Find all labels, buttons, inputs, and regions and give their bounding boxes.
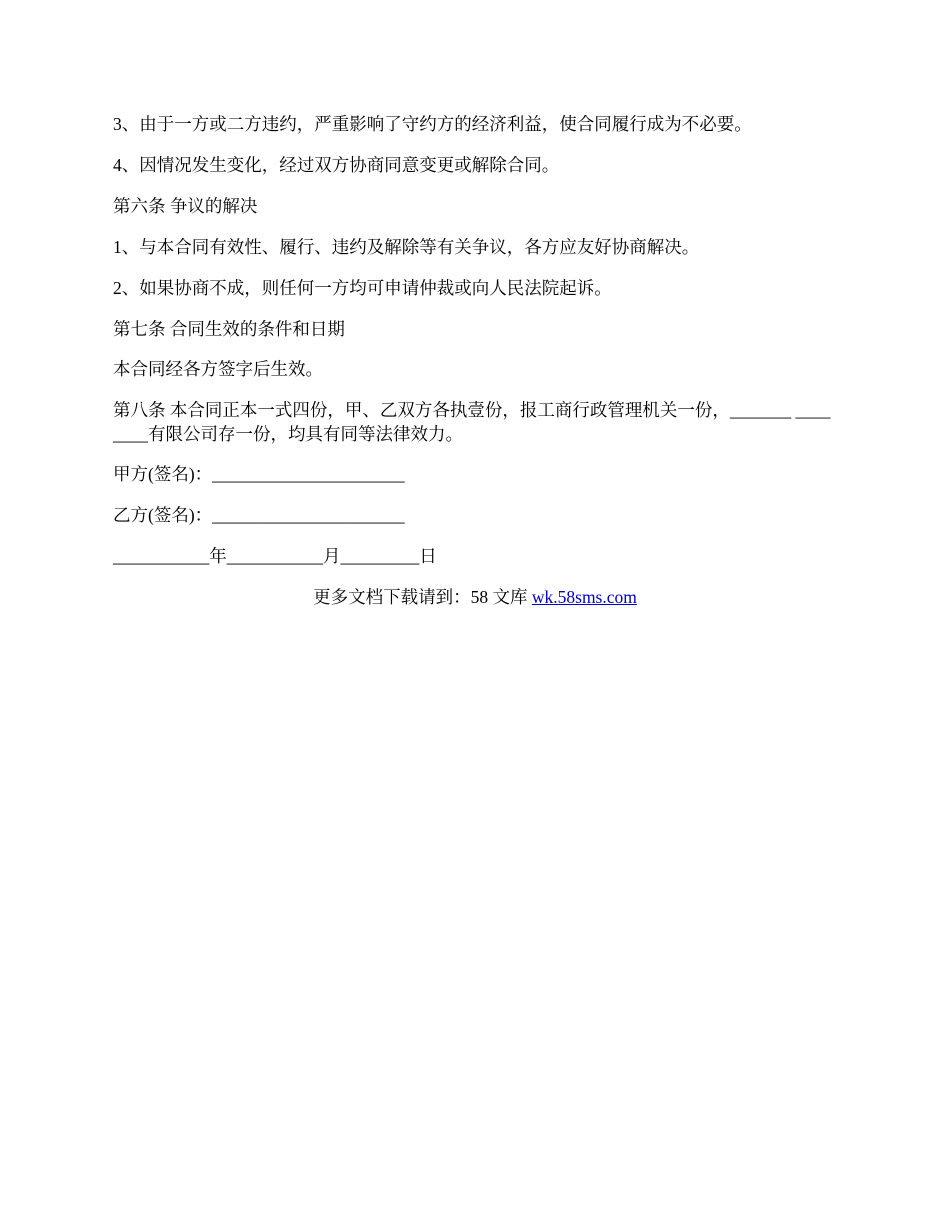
clause-item-3: 3、由于一方或二方违约，严重影响了守约方的经济利益，使合同履行成为不必要。: [113, 114, 752, 134]
party-a-signature: 甲方(签名)：______________________: [113, 464, 405, 484]
article-7-heading: 第七条 合同生效的条件和日期: [113, 319, 345, 339]
signature-date: ___________年___________月_________日: [113, 546, 437, 566]
party-b-signature: 乙方(签名)：______________________: [113, 505, 405, 525]
article-6-heading: 第六条 争议的解决: [113, 196, 258, 216]
dispute-item-2: 2、如果协商不成，则任何一方均可申请仲裁或向人民法院起诉。: [113, 278, 612, 298]
article-8-paragraph: 第八条 本合同正本一式四份，甲、乙双方各执壹份，报工商行政管理机关一份，_______ ________有限公司存一份，均具有同等法律效力。: [113, 400, 831, 444]
footer-link[interactable]: wk.58sms.com: [531, 587, 637, 607]
footer: [0, 585, 950, 609]
clause-item-4: 4、因情况发生变化，经过双方协商同意变更或解除合同。: [113, 155, 560, 175]
dispute-item-1: 1、与本合同有效性、履行、违约及解除等有关争议，各方应友好协商解决。: [113, 237, 700, 257]
effective-clause: 本合同经各方签字后生效。: [113, 359, 323, 379]
footer-text: 更多文档下载请到：58 文库: [313, 587, 532, 607]
